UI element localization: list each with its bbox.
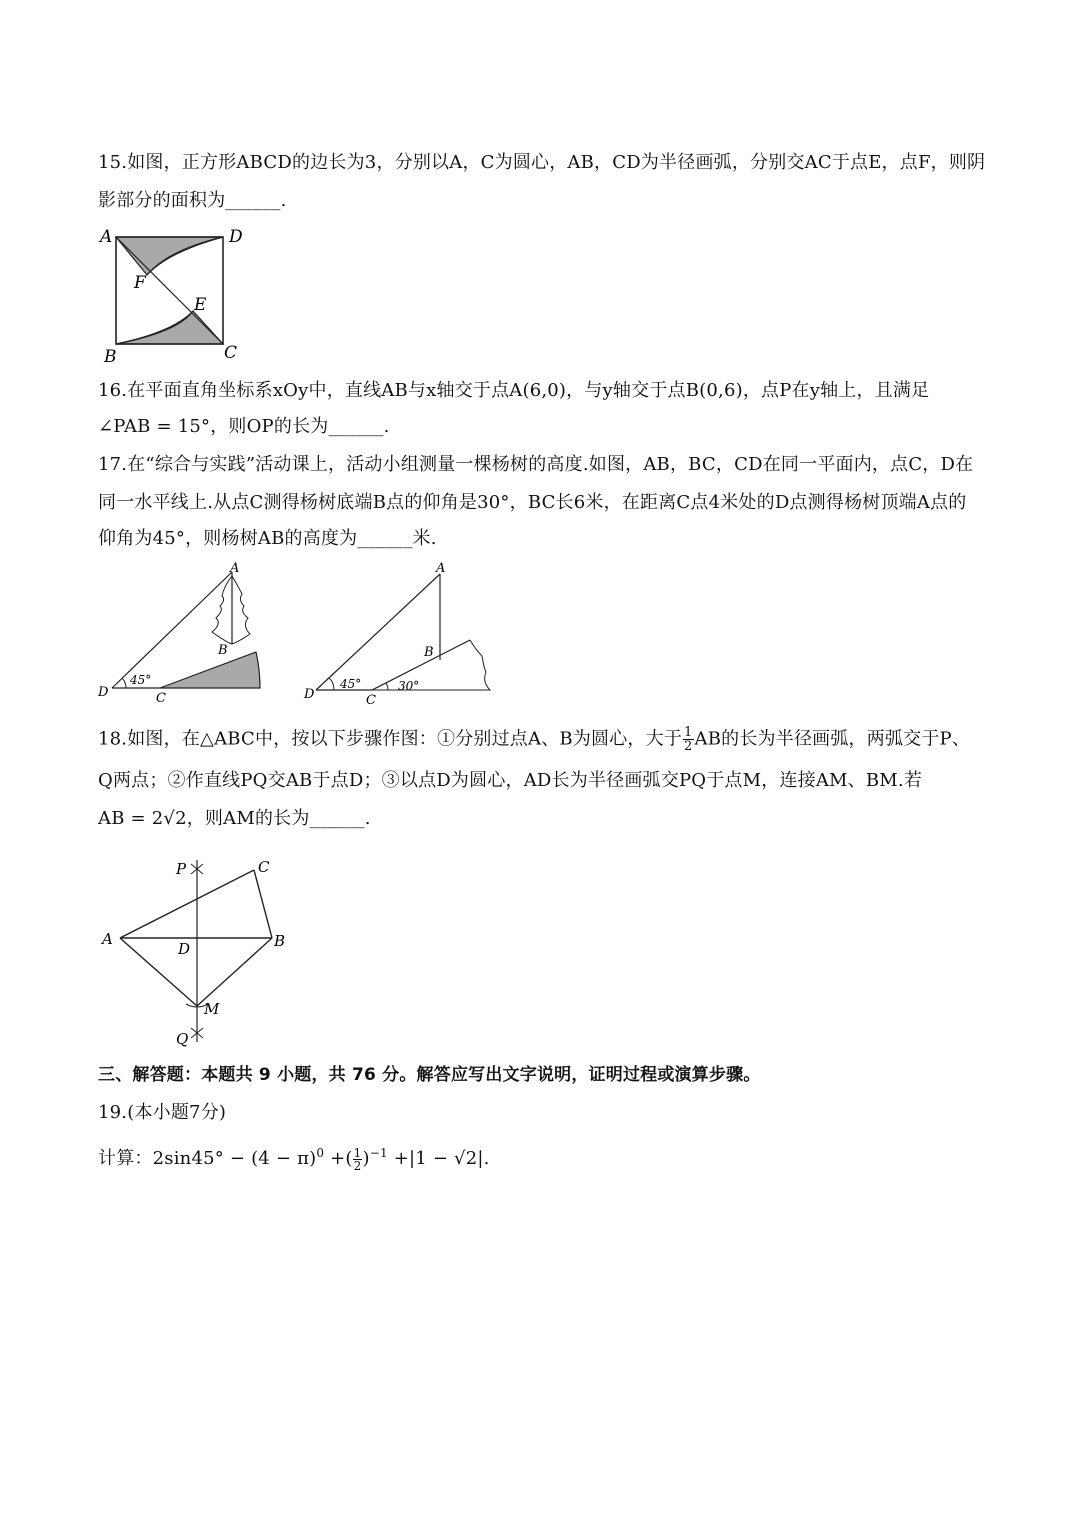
q18-side-bm (197, 938, 272, 1006)
q18-label-q: Q (176, 1030, 189, 1048)
q17-fig1-label-d: D (98, 685, 109, 700)
q19-expr-a: 2sin45° − (4 − π) (152, 1148, 317, 1169)
q17-tree-figure (96, 560, 266, 706)
q18-line3: AB = 2√2，则AM的长为______. (98, 808, 371, 829)
q18-label-p: P (176, 860, 187, 878)
q17-line2: 同一水平线上.从点C测得杨树底端B点的仰角是30°，BC长6米，在距离C点4米处的D点测得杨树顶端A点的 (98, 492, 967, 513)
q18-label-c: C (258, 858, 270, 876)
q19-exp-0: 0 (316, 1146, 325, 1160)
q17-fig1-angle: 45° (130, 673, 152, 687)
q17-fig1-label-a: A (230, 561, 240, 576)
q17-fig2-angle-45: 45° (340, 677, 362, 691)
q17-s-angle-arc-d (329, 678, 334, 690)
q15-label-a: A (100, 227, 113, 247)
q18-line2: Q两点；②作直线PQ交AB于点D；③以点D为圆心，AD长为半径画弧交PQ于点M，连接AM、BM.若 (98, 770, 923, 791)
q17-fig1-label-b: B (218, 643, 228, 658)
q16-line1: 16.在平面直角坐标系xOy中，直线AB与x轴交于点A(6,0)，与y轴交于点B(0,6)，点P在y轴上，且满足 (98, 380, 930, 401)
q18-fraction (683, 726, 693, 753)
q19-expr-d: +|1 − √2|. (387, 1148, 490, 1169)
q15-shaded-top (116, 237, 223, 275)
q18-label-m: M (204, 1000, 220, 1018)
q17-fig1-label-c: C (156, 691, 166, 706)
q15-line2: 影部分的面积为______. (98, 190, 287, 211)
q17-fig2-label-a: A (436, 561, 446, 576)
q15-line1: 15.如图，正方形ABCD的边长为3，分别以A，C为圆心，AB，CD为半径画弧，分别交AC于点E，点F，则阴 (98, 152, 986, 173)
q17-line3: 仰角为45°，则杨树AB的高度为______米. (98, 528, 437, 549)
q17-hill (160, 652, 260, 688)
q18-label-d: D (178, 940, 191, 958)
q17-fig2-label-d: D (304, 687, 315, 702)
q18-line1 (98, 726, 970, 753)
q18-line1-pre: 18.如图，在△ABC中，按以下步骤作图：①分别过点A、B为圆心，大于 (98, 728, 683, 750)
q18-label-b: B (274, 932, 286, 950)
q17-fig2-label-b: B (424, 645, 434, 660)
q17-s-angle-arc-c (386, 683, 388, 690)
q17-s-line-da (316, 574, 440, 690)
q18-side-ac (120, 870, 254, 938)
q19-frac-num: 1 (353, 1145, 362, 1160)
q19-exp-neg1: −1 (369, 1146, 388, 1160)
q18-label-a: A (102, 930, 113, 948)
q19-frac-den: 2 (353, 1158, 362, 1173)
q18-line1-post: AB的长为半径画弧，两弧交于P、 (694, 728, 971, 750)
q17-schematic-figure (300, 560, 500, 706)
q18-triangle-figure (98, 852, 298, 1050)
q19-calc-label: 计算： (98, 1148, 153, 1169)
q16-line2: ∠PAB = 15°，则OP的长为______. (98, 416, 390, 437)
q15-label-d: D (229, 227, 243, 247)
q19-expr-c: ) (362, 1148, 370, 1169)
q19-heading: 19.(本小题7分) (98, 1102, 227, 1123)
q19-fraction (353, 1147, 363, 1172)
q18-frac-num: 1 (684, 725, 693, 740)
q17-angle-arc (122, 678, 126, 688)
q18-side-bc (254, 870, 272, 938)
q17-s-slope (372, 640, 470, 690)
q15-label-b: B (104, 347, 117, 367)
q15-label-e: E (194, 295, 207, 315)
q15-square-figure (98, 222, 258, 368)
q17-fig2-label-c: C (366, 693, 376, 706)
q17-fig2-angle-30: 30° (398, 679, 420, 693)
q19-expr-b: +( (324, 1148, 353, 1169)
q19-expression (98, 1140, 490, 1172)
q17-line1: 17.在“综合与实践”活动课上，活动小组测量一棵杨树的高度.如图，AB，BC，CD在同一平面内，点C，D在 (98, 454, 974, 475)
q15-label-c: C (224, 343, 238, 363)
section-3-heading: 三、解答题：本题共 9 小题，共 76 分。解答应写出文字说明，证明过程或演算步骤。 (98, 1065, 761, 1085)
q18-frac-den: 2 (684, 739, 693, 754)
q15-label-f: F (134, 273, 146, 293)
